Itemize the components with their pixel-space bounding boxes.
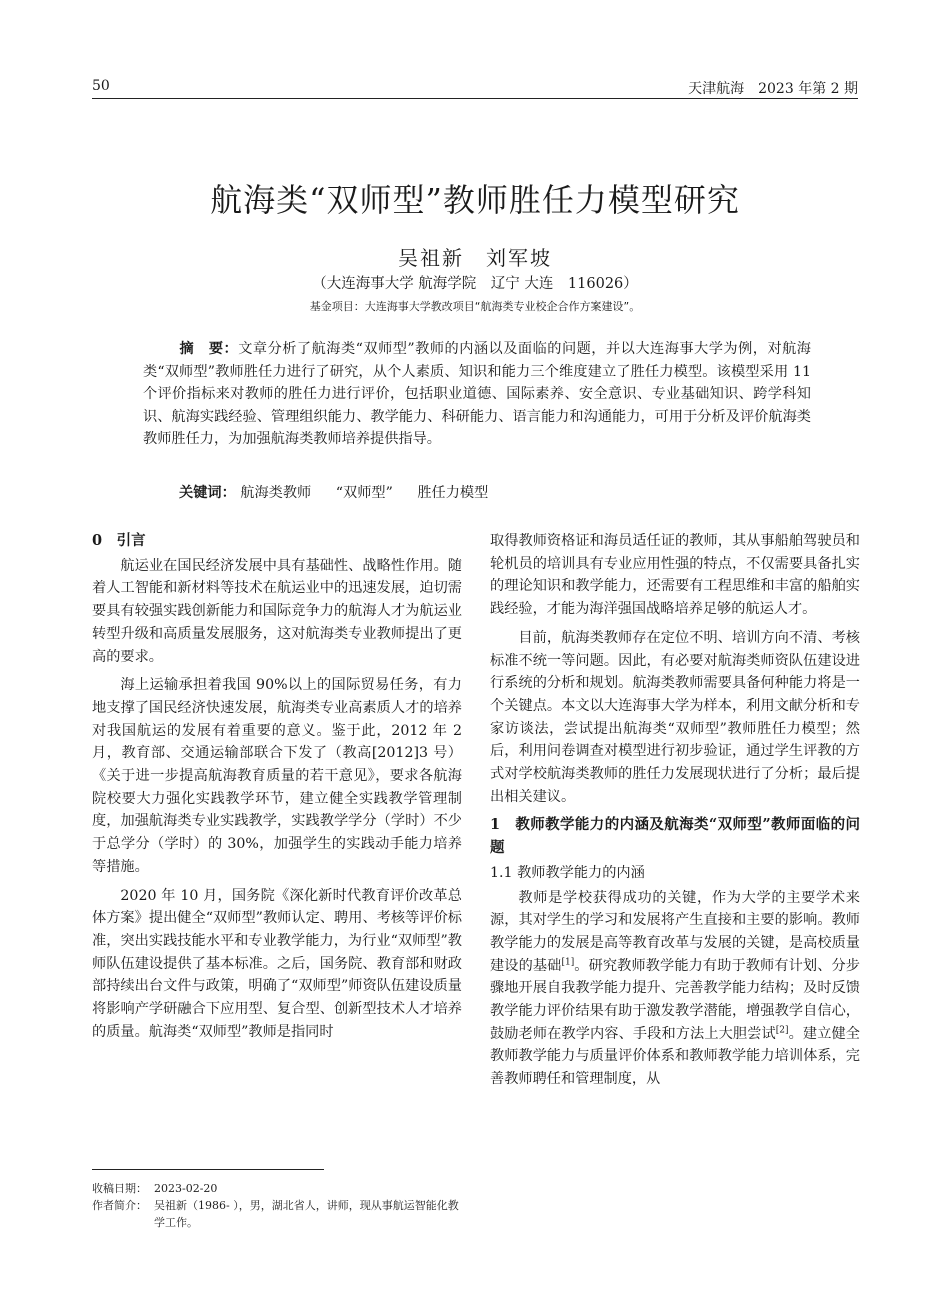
right-column bbox=[490, 530, 860, 1097]
keywords-label: 关键词： bbox=[179, 485, 236, 501]
bio-text: 吴祖新（1986- ），男，湖北省人，讲师，现从事航运智能化教学工作。 bbox=[154, 1199, 459, 1229]
text-run: 。研究教师教学能力有助于教师有计划、分步骤地开展自我教学能力提升、完善教学能力结构；及时反馈教学能力评价结果有助于激发教学潜能，增强教学自信心，鼓励老师在教学内容、手段和方法上大胆尝试 bbox=[490, 957, 860, 1042]
received-date: 2023-02-20 bbox=[154, 1182, 218, 1195]
abstract-label: 摘 要： bbox=[179, 341, 239, 357]
footnotes bbox=[92, 1180, 464, 1231]
article-title: 航海类“双师型”教师胜任力模型研究 bbox=[210, 181, 740, 219]
author-bio-note bbox=[92, 1197, 464, 1231]
keywords bbox=[179, 482, 508, 502]
bio-label: 作者简介： bbox=[92, 1199, 147, 1212]
body-paragraph: 取得教师资格证和海员适任证的教师，其从事船舶驾驶员和轮机员的培训具有专业应用性强的特点，不仅需要具备扎实的理论知识和教学能力，还需要有工程思维和丰富的船舶实践经验，才能为海洋强国战略培养足够的航运人才。 bbox=[490, 533, 860, 618]
left-column bbox=[92, 530, 462, 1049]
keyword-item: “双师型” bbox=[335, 485, 393, 501]
body-paragraph: 海上运输承担着我国 90%以上的国际贸易任务，有力地支撑了国民经济快速发展，航海类专业高素质人才的培养对我国航运的发展有着重要的意义。鉴于此，2012 年 2 月，教育部、交通运输部联合下发了（教高[2012]3 号）《关于进一步提高航海教育质量的若干意见》，要求各航海院校要大力强化实践教学环节，建立健全实践教学管理制度，加强航海类专业实践教学，实践教学学分（学时）不少于总学分（学时）的 30%，加强学生的实践动手能力培养等措施。 bbox=[92, 677, 462, 875]
received-label: 收稿日期： bbox=[92, 1182, 147, 1195]
funding-note: 基金项目：大连海事大学教改项目“航海类专业校企合作方案建设”。 bbox=[309, 300, 641, 313]
section-0-heading: 0 引言 bbox=[92, 532, 146, 549]
received-date-note bbox=[92, 1180, 464, 1197]
body-paragraph: 航运业在国民经济发展中具有基础性、战略性作用。随着人工智能和新材料等技术在航运业中的迅速发展，迫切需要具有较强实践创新能力和国际竞争力的航海人才为航运业转型升级和高质量发展服务，这对航海类专业教师提出了更高的要求。 bbox=[92, 557, 462, 665]
running-header bbox=[92, 76, 858, 99]
footnote-divider bbox=[92, 1169, 324, 1170]
text-run: 教师是学校获得成功的关键，作为大学的主要学术来源，其对学生的学习和发展将产生直接和主要的影响。教师教学能力的发展是高等教育改革与发展的关键，是高校质量建设的基础 bbox=[490, 889, 860, 974]
journal-issue: 天津航海 2023 年第 2 期 bbox=[688, 81, 858, 97]
citation-ref: [2] bbox=[775, 1025, 789, 1036]
body-paragraph bbox=[490, 887, 860, 1091]
abstract bbox=[143, 338, 811, 451]
author-affiliation: （大连海事大学 航海学院 辽宁 大连 116026） bbox=[312, 276, 638, 292]
section-1-heading: 1 教师教学能力的内涵及航海类“双师型”教师面临的问题 bbox=[490, 816, 860, 857]
section-1-1-heading: 1.1 教师教学能力的内涵 bbox=[490, 864, 645, 881]
page-number: 50 bbox=[92, 78, 110, 94]
keyword-item: 航海类教师 bbox=[240, 485, 312, 501]
citation-ref: [1] bbox=[561, 956, 575, 967]
abstract-text: 文章分析了航海类“双师型”教师的内涵以及面临的问题，并以大连海事大学为例，对航海类“双师型”教师胜任力进行了研究，从个人素质、知识和能力三个维度建立了胜任力模型。该模型采用 11 个评价指标来对教师的胜任力进行评价，包括职业道德、国际素养、安全意识、专业基础知识、跨学科知识、航海实践经验、管理组织能力、教学能力、科研能力、语言能力和沟通能力，可用于分析及评价航海类教师胜任力，为加强航海类教师培养提供指导。 bbox=[143, 341, 811, 448]
body-paragraph: 目前，航海类教师存在定位不明、培训方向不清、考核标准不统一等问题。因此，有必要对航海类师资队伍建设进行系统的分析和规划。航海类教师需要具备何种能力将是一个关键点。本文以大连海事大学为样本，利用文献分析和专家访谈法，尝试提出航海类“双师型”教师胜任力模型；然后，利用问卷调查对模型进行初步验证，通过学生评教的方式对学校航海类教师的胜任力发展现状进行了分析；最后提出相关建议。 bbox=[490, 629, 860, 805]
article-authors: 吴祖新 刘军坡 bbox=[398, 246, 552, 270]
body-paragraph: 2020 年 10 月，国务院《深化新时代教育评价改革总体方案》提出健全“双师型”教师认定、聘用、考核等评价标准，突出实践技能水平和专业教学能力，为行业“双师型”教师队伍建设提供了基本标准。之后，国务院、教育部和财政部持续出台文件与政策，明确了“双师型”师资队伍建设质量将影响产学研融合下应用型、复合型、创新型技术人才培养的质量。航海类“双师型”教师是指同时 bbox=[92, 887, 462, 1040]
text-run: 。建立健全教师教学能力与质量评价体系和教师教学能力培训体系，完善教师聘任和管理制度，从 bbox=[490, 1025, 860, 1088]
keyword-item: 胜任力模型 bbox=[417, 485, 489, 501]
